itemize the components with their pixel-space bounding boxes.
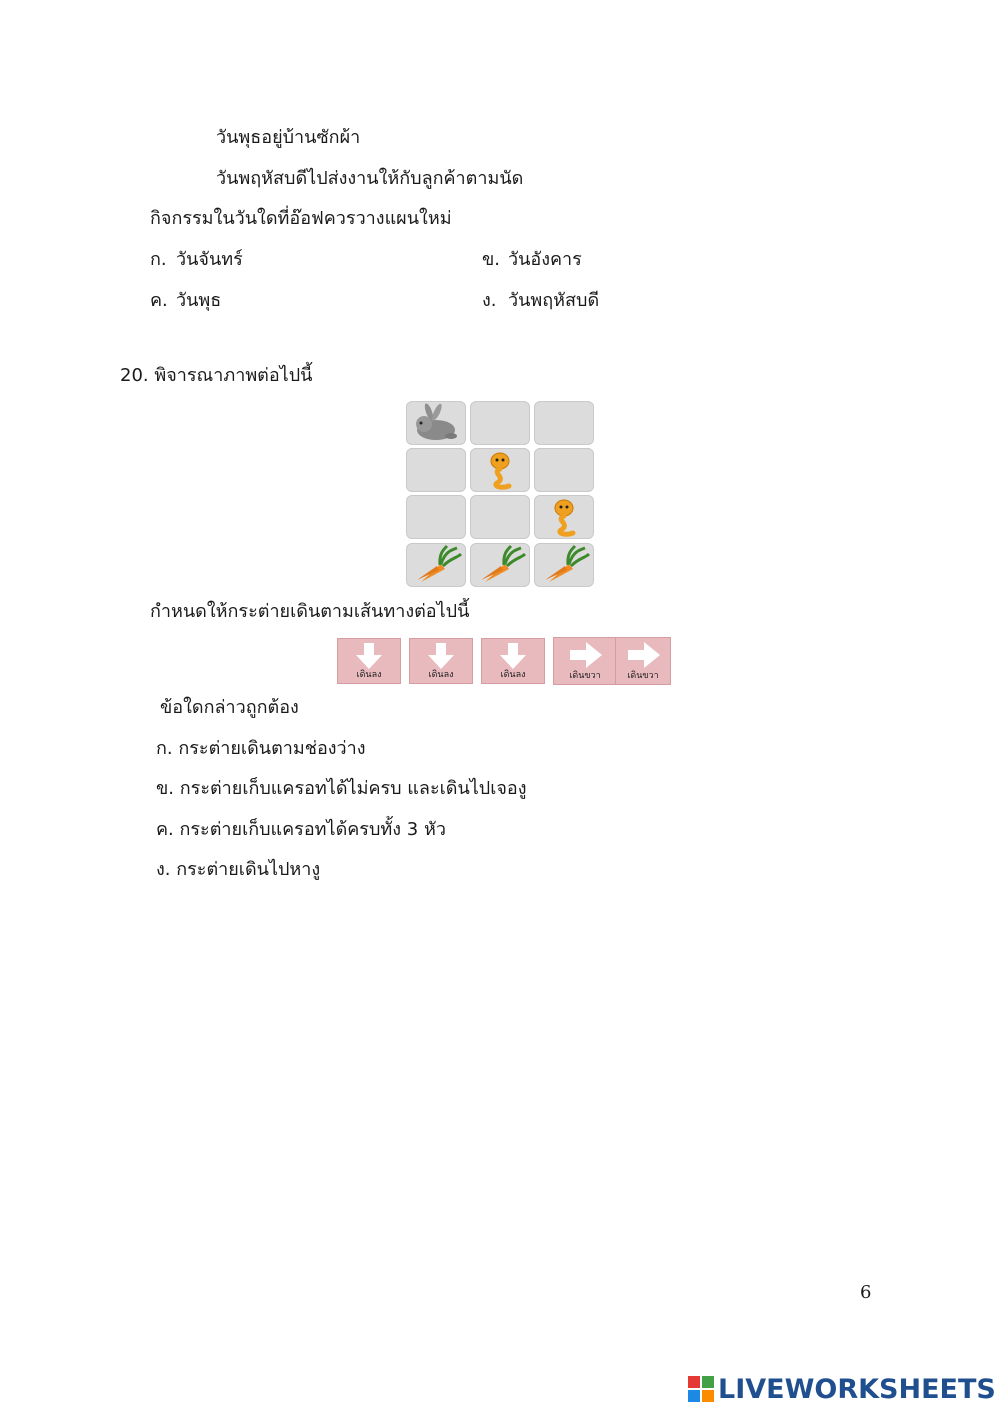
command-move-down: [409, 638, 473, 684]
command-move-right: [615, 637, 671, 685]
arrow-down-icon: [410, 639, 472, 673]
page-number: 6: [860, 1282, 872, 1303]
rabbit-icon: [407, 402, 465, 444]
grid-cell: [534, 448, 594, 492]
grid-cell: [470, 543, 530, 587]
maze-grid: [404, 400, 596, 588]
command-move-down: [337, 638, 401, 684]
arrow-down-icon: [482, 639, 544, 673]
grid-cell: [406, 448, 466, 492]
q19-question: กิจกรรมในวันใดที่อ๊อฟควรวางแผนใหม่: [150, 208, 452, 229]
q20-choice-a[interactable]: ก. กระต่ายเดินตามช่องว่าง: [156, 738, 366, 759]
activity-wednesday: วันพุธอยู่บ้านซักผ้า: [216, 127, 361, 148]
grid-cell: [406, 401, 466, 445]
grid-cell: [534, 543, 594, 587]
q19-choice-c[interactable]: [150, 289, 221, 313]
grid-cell: [406, 543, 466, 587]
arrow-down-icon: [338, 639, 400, 673]
brand-logo: [688, 1374, 996, 1404]
command-move-right: [553, 637, 617, 685]
snake-icon: [535, 496, 593, 538]
command-label: เดินขวา: [627, 671, 659, 681]
grid-cell: [406, 495, 466, 539]
carrot-icon: [471, 544, 529, 586]
choice-label: ค.: [150, 290, 168, 311]
choice-text: วันจันทร์: [176, 249, 243, 270]
activity-thursday: วันพฤหัสบดีไปส่งงานให้กับลูกค้าตามนัด: [216, 168, 524, 189]
choice-label: ง.: [482, 290, 497, 311]
liveworksheets-logo-icon: [688, 1376, 714, 1402]
choice-label: ก.: [150, 249, 167, 270]
arrow-right-icon: [616, 638, 670, 672]
q20-choice-d[interactable]: ง. กระต่ายเดินไปหางู: [156, 859, 321, 880]
q20-choice-b[interactable]: ข. กระต่ายเก็บแครอทได้ไม่ครบ และเดินไปเจองู: [156, 778, 527, 799]
snake-icon: [471, 449, 529, 491]
grid-cell: [534, 495, 594, 539]
grid-cell: [470, 495, 530, 539]
q20-instruction: กำหนดให้กระต่ายเดินตามเส้นทางต่อไปนี้: [150, 601, 470, 622]
q19-choice-d[interactable]: [482, 289, 599, 313]
choice-text: วันอังคาร: [508, 249, 582, 270]
q20-question: ข้อใดกล่าวถูกต้อง: [160, 697, 299, 718]
command-label: เดินลง: [428, 670, 454, 680]
q20-choice-c[interactable]: ค. กระต่ายเก็บแครอทได้ครบทั้ง 3 หัว: [156, 819, 446, 840]
grid-cell: [470, 448, 530, 492]
brand-name: LIVEWORKSHEETS: [718, 1373, 996, 1405]
choice-text: วันพฤหัสบดี: [508, 290, 600, 311]
q20-title: 20. พิจารณาภาพต่อไปนี้: [120, 365, 313, 386]
command-label: เดินลง: [500, 670, 526, 680]
arrow-right-icon: [554, 638, 616, 672]
choice-label: ข.: [482, 249, 501, 270]
q19-choice-b[interactable]: [482, 248, 582, 272]
carrot-icon: [407, 544, 465, 586]
grid-cell: [534, 401, 594, 445]
command-label: เดินขวา: [569, 671, 601, 681]
choice-text: วันพุธ: [176, 290, 222, 311]
command-move-down: [481, 638, 545, 684]
command-label: เดินลง: [356, 670, 382, 680]
q19-choice-a[interactable]: [150, 248, 243, 272]
carrot-icon: [535, 544, 593, 586]
grid-cell: [470, 401, 530, 445]
